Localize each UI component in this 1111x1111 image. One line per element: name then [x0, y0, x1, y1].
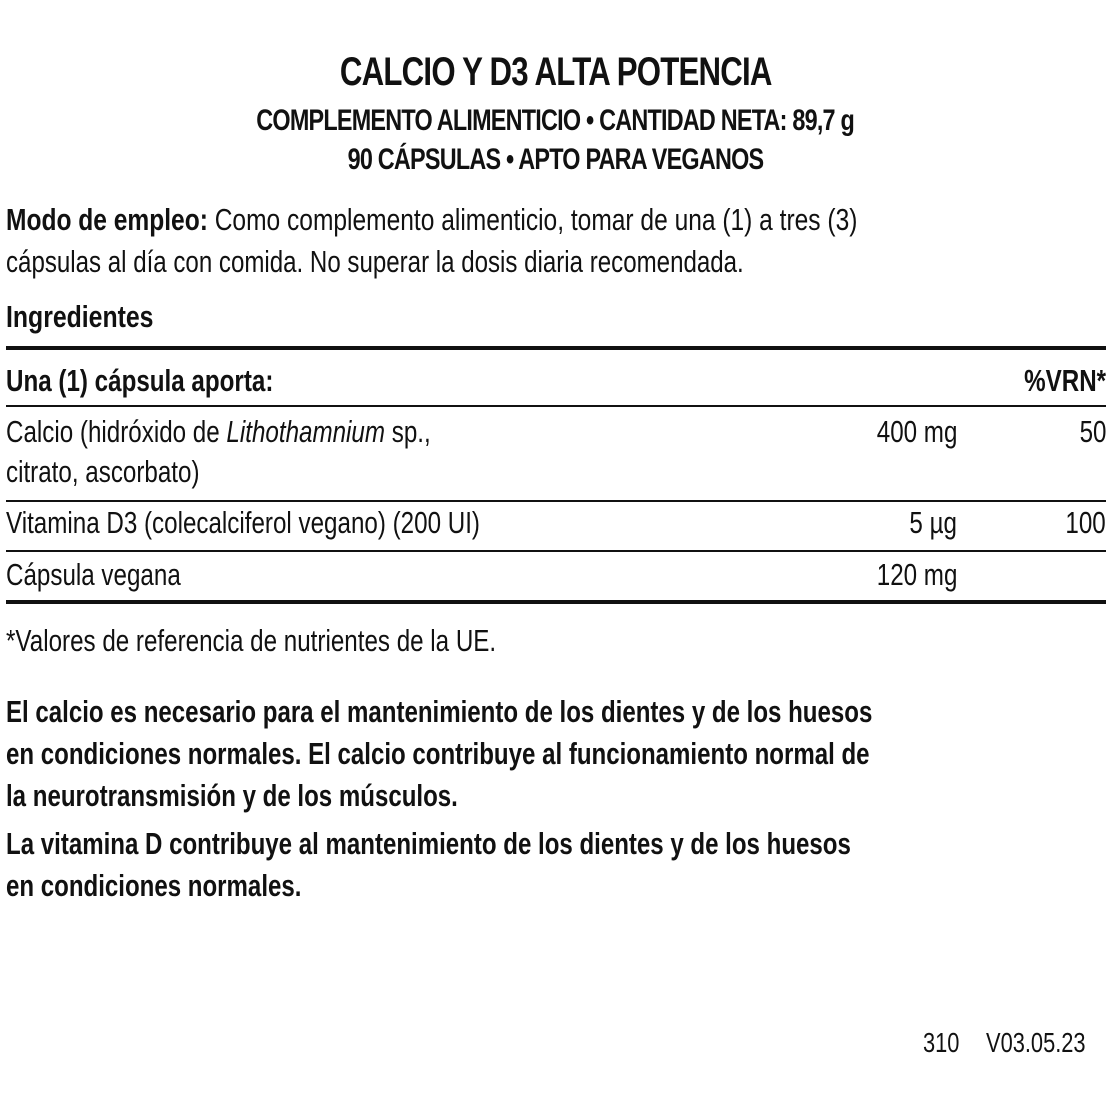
- row-capsule-amount: [854, 555, 957, 595]
- row-vitd3-vrn-text: 100: [1065, 505, 1106, 540]
- ingredients-title: [6, 299, 190, 335]
- vrn-footnote: [6, 623, 634, 659]
- table-header-vrn-text: %VRN*: [1024, 363, 1106, 398]
- row-calcio-vrn-text: 50: [1079, 414, 1106, 449]
- table-header-vrn: [1001, 361, 1106, 401]
- label-revision: [986, 1027, 1111, 1059]
- row-calcio-amount-text: 400 mg: [876, 414, 957, 449]
- vitamin-d-claim: [6, 823, 1106, 907]
- row-calcio-name-suffix: sp.,: [385, 414, 431, 449]
- table-header-label: [6, 361, 349, 401]
- row-calcio-name-prefix: Calcio (hidróxido de: [6, 414, 227, 449]
- product-subtitle-2-text: 90 CÁPSULAS • APTO PARA VEGANOS: [347, 143, 764, 176]
- row-vitd3-amount-text: 5 µg: [909, 505, 957, 540]
- usage-line-1: [6, 199, 877, 241]
- row-calcio-name-italic: Lithothamnium: [226, 414, 386, 449]
- vitamin-d-claim-line-1: La vitamina D contribuye al mantenimiento de los dientes y de los huesos: [6, 826, 851, 861]
- product-subtitle-1-text: COMPLEMENTO ALIMENTICIO • CANTIDAD NETA: 89,7 g: [256, 104, 855, 137]
- table-header-label-text: Una (1) cápsula aporta:: [6, 363, 274, 398]
- table-row: [6, 555, 230, 595]
- row-vitd3-vrn: [1054, 503, 1106, 543]
- vrn-footnote-text: *Valores de referencia de nutrientes de la UE.: [6, 623, 497, 658]
- product-title: [0, 50, 1111, 95]
- product-subtitle-2: [0, 143, 1111, 177]
- usage-instructions: [6, 199, 1106, 283]
- ingredients-title-text: Ingredientes: [6, 299, 154, 334]
- row-calcio-name-line2-text: citrato, ascorbato): [6, 454, 200, 489]
- row-calcio-vrn: [1072, 412, 1106, 452]
- table-header-rule: [6, 405, 1106, 407]
- table-row-rule: [6, 550, 1106, 552]
- product-subtitle-1: [0, 104, 1111, 138]
- table-bottom-rule: [6, 600, 1106, 604]
- row-capsule-name: Cápsula vegana: [6, 557, 181, 592]
- calcium-claim-line-3: la neurotransmisión y de los músculos.: [6, 778, 458, 813]
- calcium-claim-line-1: El calcio es necesario para el mantenimiento de los dientes y de los huesos: [6, 694, 873, 729]
- calcium-claim-line-2: en condiciones normales. El calcio contribuye al funcionamiento normal de: [6, 736, 870, 771]
- row-vitd3-amount: [896, 503, 957, 543]
- table-row-rule: [6, 500, 1106, 502]
- calcium-claim: [6, 691, 1106, 817]
- product-title-text: CALCIO Y D3 ALTA POTENCIA: [339, 50, 772, 94]
- table-top-rule: [6, 346, 1106, 350]
- row-capsule-amount-text: 120 mg: [876, 557, 957, 592]
- row-calcio-name: [6, 412, 431, 452]
- row-calcio-name-line2: [6, 452, 254, 492]
- vitamin-d-claim-line-2: en condiciones normales.: [6, 868, 302, 903]
- label-code-text: 310: [923, 1027, 960, 1058]
- usage-line-1-text: Como complemento alimenticio, tomar de una (1) a tres (3): [214, 202, 858, 237]
- label-revision-text: V03.05.23: [986, 1027, 1086, 1058]
- table-row: [6, 412, 551, 452]
- table-row: [6, 503, 614, 543]
- row-calcio-amount: [854, 412, 957, 452]
- usage-line-2: cápsulas al día con comida. No superar la dosis diaria recomendada.: [6, 244, 744, 279]
- label-code: [923, 1027, 970, 1059]
- row-vitd3-name: Vitamina D3 (colecalciferol vegano) (200 UI): [6, 505, 480, 540]
- usage-label: Modo de empleo:: [6, 202, 208, 237]
